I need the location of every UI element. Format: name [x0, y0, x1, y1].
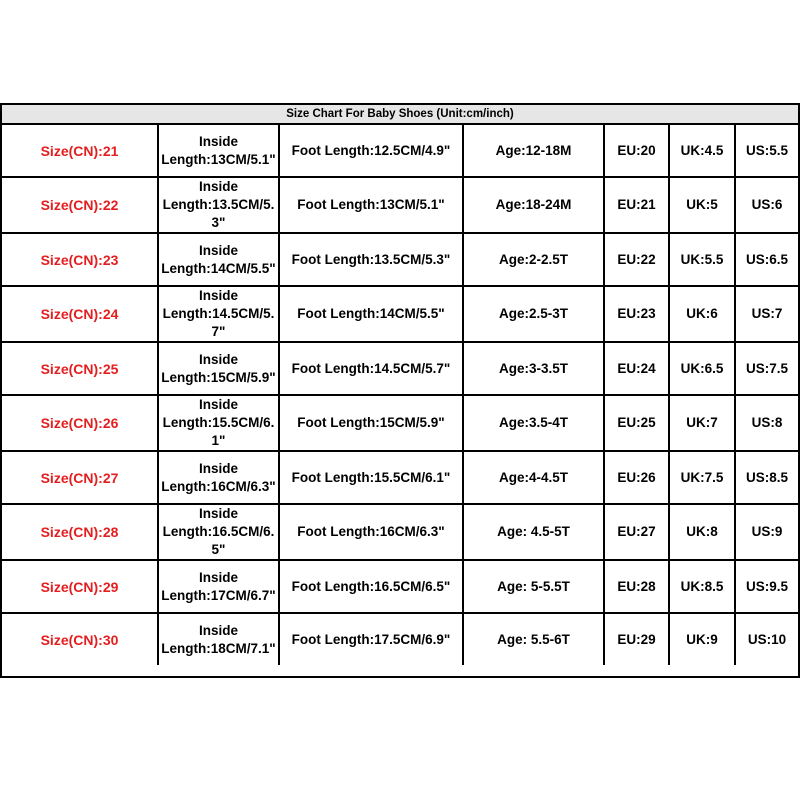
inside-length-value: Length:13.5CM/5.3": [162, 197, 275, 230]
inside-label: Inside: [198, 506, 238, 521]
age-cell: Age: 5-5.5T: [463, 560, 604, 613]
age-cell: Age: 5.5-6T: [463, 613, 604, 665]
foot-length-cell: Foot Length:15.5CM/6.1": [279, 451, 463, 504]
inside-label: Inside: [198, 179, 238, 194]
size-cell: Size(CN):24: [2, 286, 158, 342]
inside-length-cell: [158, 233, 279, 286]
inside-length-value: Length:17CM/6.7": [161, 587, 276, 603]
foot-length-cell: Foot Length:13CM/5.1": [279, 177, 463, 233]
uk-size-cell: UK:6.5: [669, 342, 735, 395]
table-row: [2, 342, 798, 395]
inside-length-cell: [158, 342, 279, 395]
eu-size-cell: EU:29: [604, 613, 669, 665]
size-cell: Size(CN):26: [2, 395, 158, 451]
inside-label: Inside: [198, 622, 238, 638]
inside-length-value: Length:14CM/5.5": [161, 260, 276, 276]
uk-size-cell: UK:8.5: [669, 560, 735, 613]
size-table-body: [2, 125, 798, 665]
inside-length-cell: [158, 177, 279, 233]
eu-size-cell: EU:21: [604, 177, 669, 233]
us-size-cell: US:6: [735, 177, 798, 233]
us-size-cell: US:10: [735, 613, 798, 665]
foot-length-cell: Foot Length:15CM/5.9": [279, 395, 463, 451]
foot-length-cell: Foot Length:13.5CM/5.3": [279, 233, 463, 286]
table-row: [2, 613, 798, 665]
us-size-cell: US:5.5: [735, 125, 798, 177]
age-cell: Age: 4.5-5T: [463, 504, 604, 560]
inside-label: Inside: [198, 288, 238, 303]
age-cell: Age:3.5-4T: [463, 395, 604, 451]
eu-size-cell: EU:27: [604, 504, 669, 560]
us-size-cell: US:9: [735, 504, 798, 560]
foot-length-cell: Foot Length:14.5CM/5.7": [279, 342, 463, 395]
inside-length-value: Length:15.5CM/6.1": [162, 415, 275, 448]
us-size-cell: US:8: [735, 395, 798, 451]
inside-length-cell: [158, 504, 279, 560]
table-row: [2, 451, 798, 504]
inside-label: Inside: [198, 397, 238, 412]
eu-size-cell: EU:28: [604, 560, 669, 613]
inside-label: Inside: [198, 351, 238, 367]
age-cell: Age:2-2.5T: [463, 233, 604, 286]
inside-length-value: Length:18CM/7.1": [161, 640, 276, 656]
uk-size-cell: UK:4.5: [669, 125, 735, 177]
age-cell: Age:12-18M: [463, 125, 604, 177]
foot-length-cell: Foot Length:16CM/6.3": [279, 504, 463, 560]
uk-size-cell: UK:7.5: [669, 451, 735, 504]
inside-label: Inside: [198, 133, 238, 149]
age-cell: Age:3-3.5T: [463, 342, 604, 395]
eu-size-cell: EU:22: [604, 233, 669, 286]
table-row: [2, 177, 798, 233]
us-size-cell: US:8.5: [735, 451, 798, 504]
inside-length-value: Length:15CM/5.9": [161, 369, 276, 385]
inside-length-cell: [158, 125, 279, 177]
inside-length-cell: [158, 395, 279, 451]
inside-length-cell: [158, 451, 279, 504]
us-size-cell: US:6.5: [735, 233, 798, 286]
size-cell: Size(CN):30: [2, 613, 158, 665]
eu-size-cell: EU:20: [604, 125, 669, 177]
chart-title: Size Chart For Baby Shoes (Unit:cm/inch): [2, 105, 798, 125]
foot-length-cell: Foot Length:12.5CM/4.9": [279, 125, 463, 177]
uk-size-cell: UK:9: [669, 613, 735, 665]
size-chart: [0, 103, 800, 678]
foot-length-cell: Foot Length:16.5CM/6.5": [279, 560, 463, 613]
eu-size-cell: EU:23: [604, 286, 669, 342]
us-size-cell: US:7: [735, 286, 798, 342]
table-row: [2, 560, 798, 613]
age-cell: Age:18-24M: [463, 177, 604, 233]
inside-label: Inside: [198, 569, 238, 585]
age-cell: Age:2.5-3T: [463, 286, 604, 342]
size-cell: Size(CN):21: [2, 125, 158, 177]
eu-size-cell: EU:25: [604, 395, 669, 451]
size-cell: Size(CN):27: [2, 451, 158, 504]
inside-length-cell: [158, 560, 279, 613]
inside-length-cell: [158, 613, 279, 665]
foot-length-cell: Foot Length:14CM/5.5": [279, 286, 463, 342]
inside-length-value: Length:16CM/6.3": [161, 478, 276, 494]
uk-size-cell: UK:7: [669, 395, 735, 451]
size-cell: Size(CN):29: [2, 560, 158, 613]
size-table: [2, 125, 798, 665]
table-row: [2, 504, 798, 560]
inside-label: Inside: [198, 460, 238, 476]
eu-size-cell: EU:24: [604, 342, 669, 395]
uk-size-cell: UK:5.5: [669, 233, 735, 286]
inside-length-value: Length:16.5CM/6.5": [162, 524, 275, 557]
us-size-cell: US:7.5: [735, 342, 798, 395]
inside-label: Inside: [198, 242, 238, 258]
inside-length-cell: [158, 286, 279, 342]
uk-size-cell: UK:5: [669, 177, 735, 233]
size-cell: Size(CN):28: [2, 504, 158, 560]
table-row: [2, 286, 798, 342]
uk-size-cell: UK:6: [669, 286, 735, 342]
table-row: [2, 125, 798, 177]
inside-length-value: Length:14.5CM/5.7": [162, 306, 275, 339]
size-cell: Size(CN):25: [2, 342, 158, 395]
us-size-cell: US:9.5: [735, 560, 798, 613]
age-cell: Age:4-4.5T: [463, 451, 604, 504]
size-cell: Size(CN):22: [2, 177, 158, 233]
table-row: [2, 395, 798, 451]
foot-length-cell: Foot Length:17.5CM/6.9": [279, 613, 463, 665]
inside-length-value: Length:13CM/5.1": [161, 151, 276, 167]
uk-size-cell: UK:8: [669, 504, 735, 560]
size-cell: Size(CN):23: [2, 233, 158, 286]
table-row: [2, 233, 798, 286]
eu-size-cell: EU:26: [604, 451, 669, 504]
